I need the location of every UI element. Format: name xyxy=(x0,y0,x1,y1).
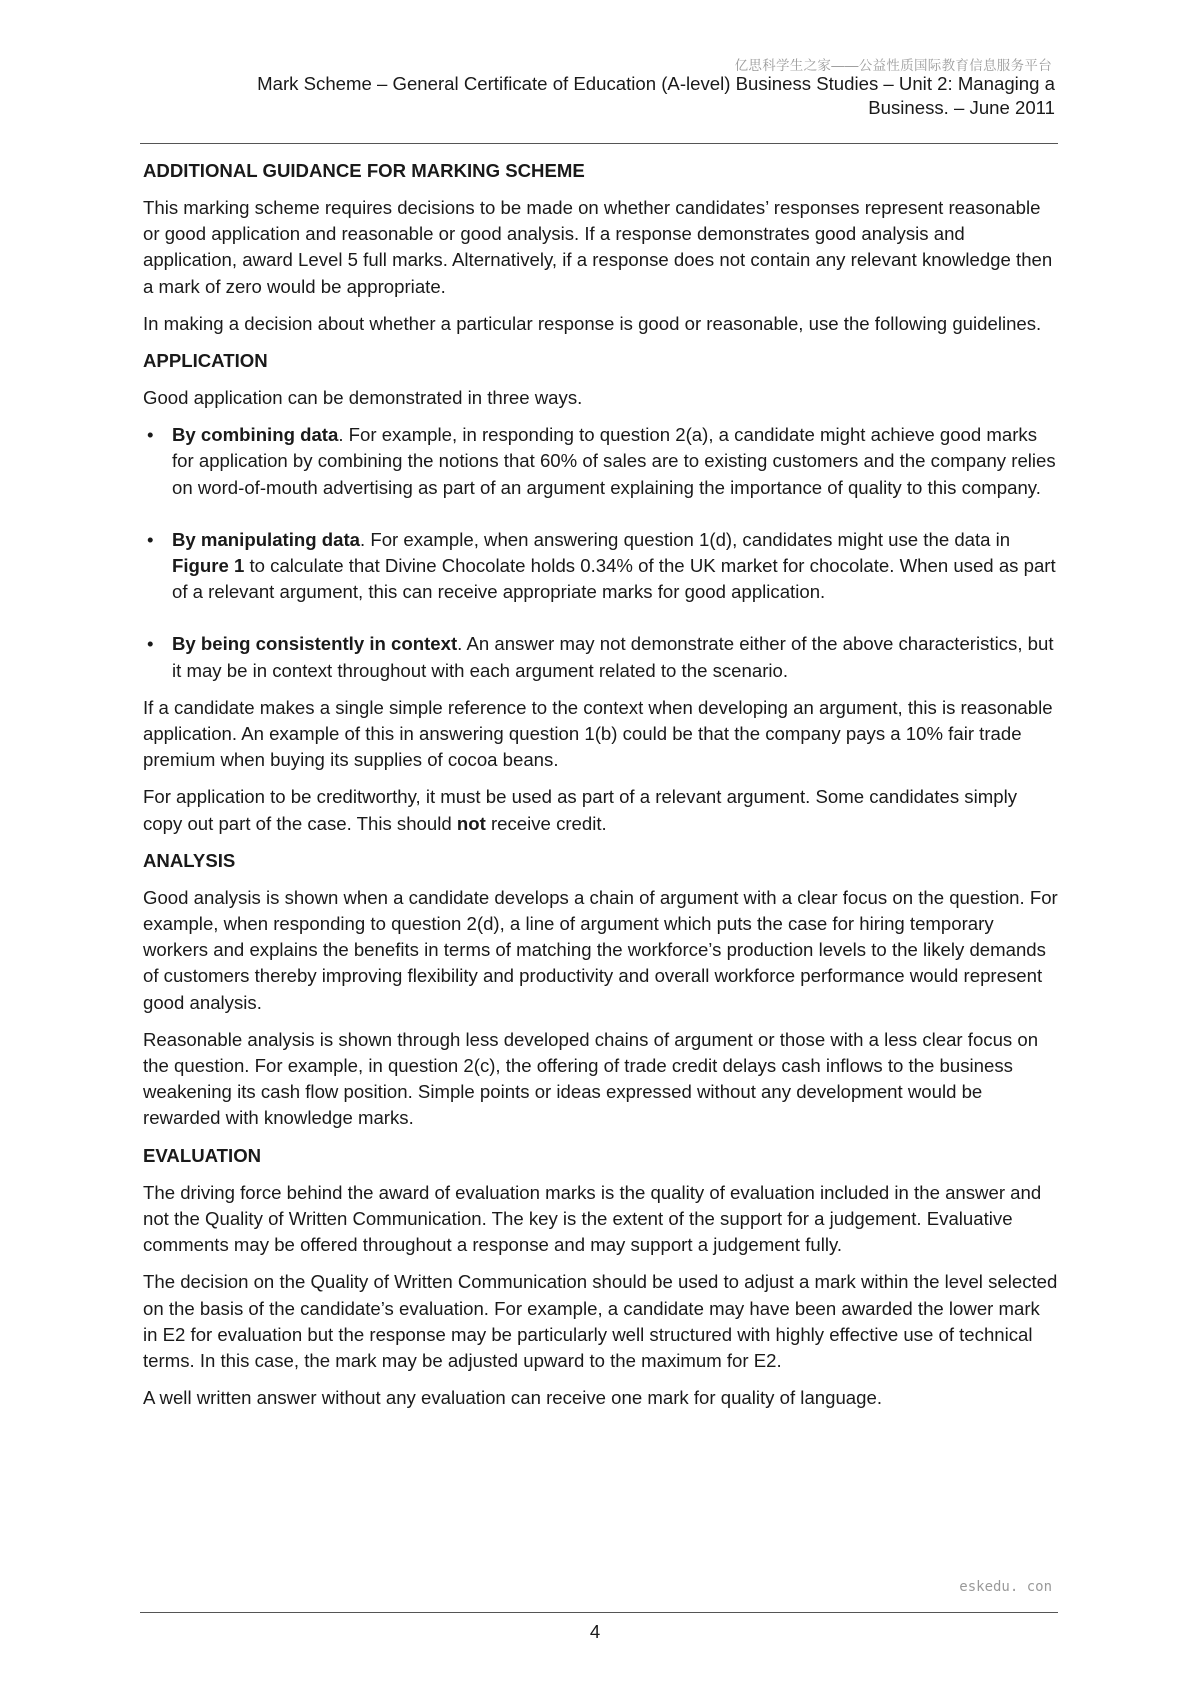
list-item xyxy=(143,527,1058,606)
paragraph: A well written answer without any evaluation can receive one mark for quality of language. xyxy=(143,1387,882,1409)
emphasis-text: not xyxy=(456,812,486,834)
header-line-2: Business. – June 2011 xyxy=(868,97,1055,118)
header-divider xyxy=(140,143,1058,144)
paragraph: In making a decision about whether a particular response is good or reasonable, use the following guidelines. xyxy=(143,312,1042,334)
section-heading-application: APPLICATION xyxy=(143,350,268,372)
paragraph: Good analysis is shown when a candidate develops a chain of argument with a clear focus on the question. For example, when responding to question 2(d), a line of argument which puts the case for hiring temporary workers and explains the benefits in terms of matching the workforce’s production levels to the likely demands of customers thereby improving flexibility and productivity and overall workforce performance would represent good analysis. xyxy=(143,886,1058,1013)
bullet-lead: By manipulating data xyxy=(172,528,361,550)
page-header xyxy=(180,72,1055,120)
paragraph-text: For application to be creditworthy, it must be used as part of a relevant argument. Some candidates simply copy out part of the case. This should xyxy=(143,786,1017,834)
bullet-lead: By being consistently in context xyxy=(172,633,458,655)
header-line-1: Mark Scheme – General Certificate of Education (A-level) Business Studies – Unit 2: Managing a xyxy=(257,73,1055,94)
paragraph: Reasonable analysis is shown through less developed chains of argument or those with a less clear focus on the question. For example, in question 2(c), the offering of trade credit delays cash inflows to the business weakening its cash flow position. Simple points or ideas expressed without any development would be rewarded with knowledge marks. xyxy=(143,1028,1039,1129)
list-item xyxy=(143,631,1058,683)
bullet-icon: • xyxy=(147,633,154,655)
application-bullet-list xyxy=(143,422,1058,684)
bullet-text: . An answer may not demonstrate either of the above characteristics, but it may be in context throughout with each argument related to the scenario. xyxy=(172,633,1054,681)
paragraph: This marking scheme requires decisions to be made on whether candidates’ responses represent reasonable or good application and reasonable or good analysis. If a response demonstrates good analysis and application, award Level 5 full marks. Alternatively, if a response does not contain any relevant knowledge then a mark of zero would be appropriate. xyxy=(143,197,1053,297)
paragraph: The decision on the Quality of Written Communication should be used to adjust a mark within the level selected on the basis of the candidate’s evaluation. For example, a candidate may have been awarded the lower mark in E2 for evaluation but the response may be particularly well structured with highly effective use of technical terms. In this case, the mark may be adjusted upward to the maximum for E2. xyxy=(143,1271,1058,1371)
bullet-text: . For example, when answering question 1(d), candidates might use the data in xyxy=(360,528,1011,550)
watermark-top: 亿思科学生之家——公益性质国际教育信息服务平台 xyxy=(734,58,1052,73)
paragraph xyxy=(143,784,1058,836)
paragraph: If a candidate makes a single simple reference to the context when developing an argument, this is reasonable application. An example of this in answering question 1(b) could be that the company pays a 10% fair trade premium when buying its supplies of cocoa beans. xyxy=(143,696,1053,771)
paragraph-text: receive credit. xyxy=(485,812,607,834)
watermark-bottom: eskedu. con xyxy=(959,1579,1052,1595)
section-heading-analysis: ANALYSIS xyxy=(143,849,236,871)
section-heading-evaluation: EVALUATION xyxy=(143,1144,262,1166)
paragraph: The driving force behind the award of evaluation marks is the quality of evaluation included in the answer and not the Quality of Written Communication. The key is the extent of the support for a judgement. Evaluative comments may be offered throughout a response and may support a judgement fully. xyxy=(143,1181,1042,1256)
figure-reference: Figure 1 xyxy=(172,555,245,577)
bullet-icon: • xyxy=(147,528,154,550)
bullet-text: . For example, in responding to question 2(a), a candidate might achieve good marks for application by combining the notions that 60% of sales are to existing customers and the company relies on word-of-mouth advertising as part of an argument explaining the importance of quality to this company. xyxy=(172,424,1056,498)
bullet-icon: • xyxy=(147,424,154,446)
footer-divider xyxy=(140,1612,1058,1613)
bullet-text: to calculate that Divine Chocolate holds 0.34% of the UK market for chocolate. When used as part of a relevant argument, this can receive appropriate marks for good application. xyxy=(172,555,1056,603)
list-item xyxy=(143,422,1058,501)
page-number: 4 xyxy=(589,1621,601,1642)
document-body xyxy=(143,158,1058,1422)
section-heading-additional-guidance: ADDITIONAL GUIDANCE FOR MARKING SCHEME xyxy=(143,160,585,181)
paragraph: Good application can be demonstrated in three ways. xyxy=(143,387,583,409)
bullet-lead: By combining data xyxy=(172,424,339,446)
